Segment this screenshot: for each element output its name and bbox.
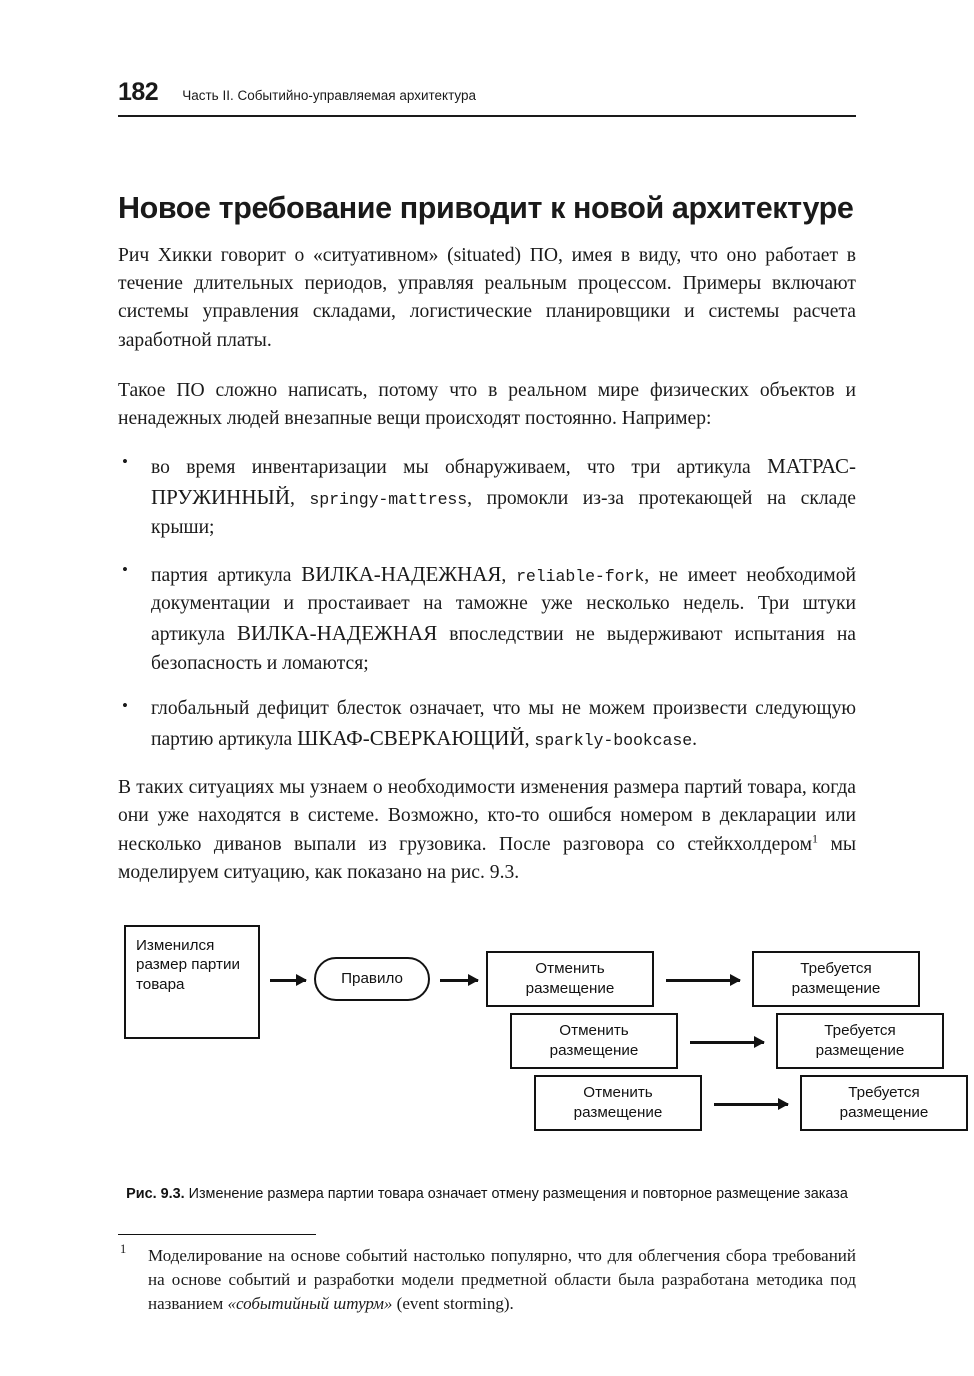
list-item — [118, 451, 856, 542]
footnote-number: 1 — [120, 1242, 127, 1257]
footnote-1 — [118, 1244, 856, 1315]
bullet-caps-term: МАТРАС-ПРУЖИННЫЙ — [151, 454, 856, 510]
arrow-rule-to-cancel-1 — [440, 979, 478, 982]
header-divider — [118, 115, 856, 117]
bullet-text: , не имеет необходимой документации и простаивает на таможне уже несколько недель. Три штуки артикула — [151, 564, 856, 646]
bullet-code-term: reliable-fork — [516, 566, 645, 586]
footnote-reference: 1 — [812, 830, 818, 845]
figure-box-cancel-3: Отменить размещение — [534, 1075, 702, 1131]
bullet-text: , — [524, 728, 535, 750]
list-item — [118, 559, 856, 678]
figure-9-3 — [118, 909, 929, 1121]
paragraph-3-text: мы моделируем ситуацию, как показано на рис. 9.3. — [118, 833, 857, 883]
footnote-divider — [118, 1234, 316, 1235]
bullet-text: партия артикула — [151, 564, 302, 586]
bullet-caps-term: ШКАФ-СВЕРКАЮЩИЙ — [297, 725, 525, 750]
running-head — [118, 0, 856, 107]
bullet-code-term: springy-mattress — [309, 490, 468, 510]
figure-box-require-2: Требуется размещение — [776, 1013, 944, 1069]
paragraph-2: Такое ПО сложно написать, потому что в реальном мире физических объектов и ненадежных людей внезапные вещи происходят постоянно. Например: — [118, 379, 856, 430]
bullet-caps-term: ВИЛКА-НАДЕЖНАЯ — [301, 561, 502, 586]
page-number: 182 — [118, 78, 159, 106]
figure-box-cancel-2: Отменить размещение — [510, 1013, 678, 1069]
arrow-trigger-to-rule — [270, 979, 306, 982]
footnote-area — [118, 1234, 856, 1315]
arrow-cancel-3-to-require-3 — [714, 1103, 788, 1106]
figure-caption-label: Рис. 9.3. — [126, 1185, 185, 1202]
bullet-text: , — [501, 564, 517, 586]
page-content — [118, 0, 929, 1316]
paragraph-3-text: В таких ситуациях мы узнаем о необходимости изменения размера партий товара, когда они уже находятся в системе. Возможно, кто-то ошибся номером в декларации или несколько диванов выпали из грузовика. После разговора со стейкхолдером — [118, 777, 856, 855]
bullet-text: . — [692, 728, 697, 750]
figure-box-cancel-1: Отменить размещение — [486, 951, 654, 1007]
paragraph-3 — [118, 774, 856, 887]
figure-box-require-3: Требуется размещение — [800, 1075, 968, 1131]
figure-caption-text: Изменение размера партии товара означает отмену размещения и повторное размещение заказа — [184, 1185, 848, 1202]
arrow-cancel-1-to-require-1 — [666, 979, 740, 982]
figure-box-require-1: Требуется размещение — [752, 951, 920, 1007]
list-item — [118, 695, 856, 754]
bullet-caps-term: ВИЛКА-НАДЕЖНАЯ — [236, 621, 438, 646]
footnote-term: «событийный штурм» — [227, 1293, 393, 1313]
bullet-text: во время инвентаризации мы обнаруживаем, что три артикула — [151, 457, 768, 479]
arrow-cancel-2-to-require-2 — [690, 1041, 764, 1044]
footnote-text: Моделирование на основе событий настолько популярно, что для облегчения сбора требований на основе событий и разработки модели предметной области была разработана методика под названием — [148, 1246, 856, 1313]
bullet-text: глобальный дефицит блесток означает, что мы не можем произвести следующую партию артикула — [151, 697, 856, 750]
running-head-title: Часть II. Событийно-управляемая архитектура — [182, 88, 477, 103]
figure-box-rule: Правило — [314, 957, 430, 1001]
bullet-text: , промокли из-за протекающей на складе крыши; — [151, 488, 857, 538]
bullet-text: , — [289, 488, 310, 510]
bullet-list — [118, 451, 856, 754]
figure-caption — [118, 1185, 856, 1204]
page-title: Новое требование приводит к новой архитектуре — [118, 191, 854, 225]
bullet-text: впоследствии не выдерживают испытания на безопасность и ломаются; — [151, 624, 856, 674]
figure-box-trigger: Изменился размер партии товара — [124, 925, 260, 1039]
paragraph-1: Рич Хикки говорит о «ситуативном» (situated) ПО, имея в виду, что оно работает в течение длительных периодов, управляя реальным процессом. Примеры включают системы управления складами, логистические планировщики и системы расчета заработной платы. — [118, 245, 856, 351]
footnote-text: (event storming). — [392, 1293, 514, 1313]
bullet-code-term: sparkly-bookcase — [534, 730, 693, 750]
